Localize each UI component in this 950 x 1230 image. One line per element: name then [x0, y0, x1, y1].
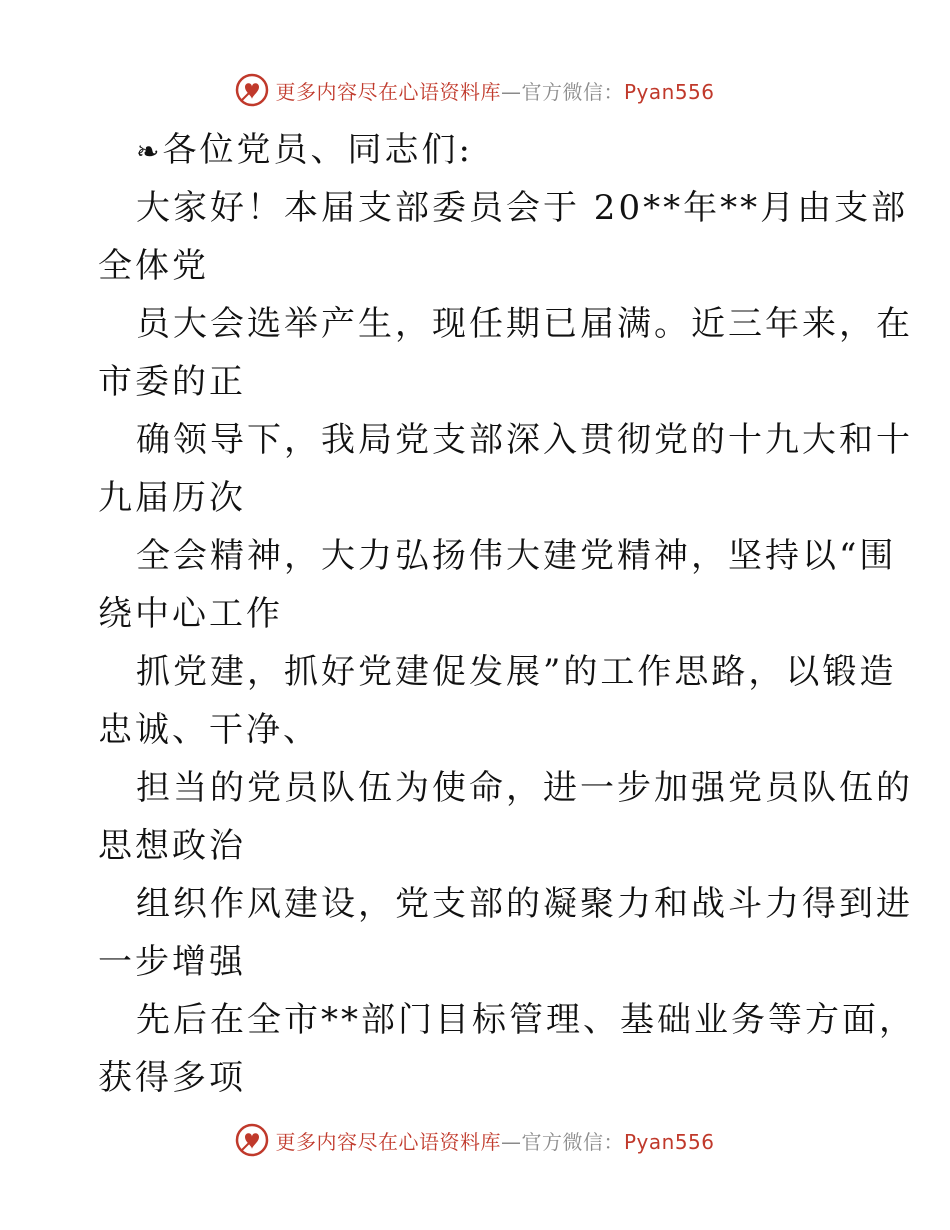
paragraph-line: 九届历次	[98, 478, 246, 518]
paragraph-line: 一步增强	[98, 942, 246, 982]
paragraph-line: 获得多项	[98, 1058, 246, 1098]
banner-wechat-label: 官方微信：	[521, 1129, 624, 1154]
paragraph-line: 全体党	[98, 246, 209, 286]
header-watermark	[0, 70, 950, 110]
paragraph-line: 先后在全市**部门目标管理、基础业务等方面，	[136, 1000, 916, 1040]
banner-wechat-handle: Pyan556	[623, 1129, 715, 1154]
footer-watermark	[0, 1120, 950, 1160]
greeting-text: 各位党员、同志们:	[162, 130, 473, 170]
paragraph-line: 组织作风建设，党支部的凝聚力和战斗力得到进	[136, 884, 913, 924]
banner-wechat-handle: Pyan556	[623, 79, 715, 104]
paragraph-line: 抓党建，抓好党建促发展”的工作思路，以锻造	[136, 652, 897, 692]
fleuron-icon: ❧	[136, 135, 163, 168]
banner-wechat-label: 官方微信：	[521, 79, 624, 104]
banner-separator: —	[500, 1129, 522, 1154]
banner-separator: —	[500, 79, 522, 104]
paragraph-line: 绕中心工作	[98, 594, 283, 634]
paragraph-line: 市委的正	[98, 362, 246, 402]
paragraph-line: 确领导下，我局党支部深入贯彻党的十九大和十	[136, 420, 913, 460]
heart-logo-icon	[235, 73, 269, 107]
paragraph-line: 思想政治	[98, 826, 246, 866]
banner-title: 更多内容尽在心语资料库	[275, 1129, 501, 1154]
paragraph-line: 全会精神，大力弘扬伟大建党精神，坚持以“围	[136, 536, 897, 576]
paragraph-line: 担当的党员队伍为使命，进一步加强党员队伍的	[136, 768, 913, 808]
heart-logo-icon	[235, 1123, 269, 1157]
paragraph-line: 大家好！本届支部委员会于 20**年**月由支部	[136, 188, 909, 228]
paragraph-line: 忠诚、干净、	[98, 710, 320, 750]
paragraph-line: 员大会选举产生，现任期已届满。近三年来，在	[136, 304, 913, 344]
greeting-line	[136, 128, 473, 174]
banner-title: 更多内容尽在心语资料库	[275, 79, 501, 104]
